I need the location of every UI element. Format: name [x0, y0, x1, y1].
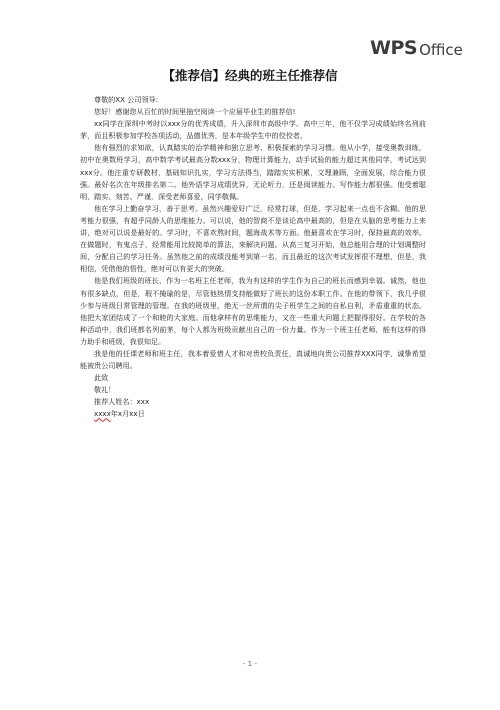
page-number: - 1 - — [243, 660, 257, 668]
logo-office-text: Office — [419, 41, 463, 59]
closing: 此致 — [94, 373, 109, 383]
greeting: 您好！感谢您从百忙的时间里抽空阅读一个应届毕业生的推荐信! — [94, 107, 296, 117]
paragraph-2: 他有强烈的求知欲，认真踏实的治学精神和独立思考、积极探索的学习习惯。他从小学，接受奥数训练，初中在奥数班学习，高中数学考试最高分数xxx分，物理计算能力，动手试验的能力超过其他同学，考试达到xxx分。他注重专研教材，基础知识扎实，学习方法得当，踏踏实实积累，文理兼顾，全面发展，综合能力很强。最好名次在年级排名第二。他外语学习成绩优异，无论听力，还是阅读能力、写作能力都很强。他受着聪明、踏实、刻苦、严谨，深受老师喜爱，同学敬佩。 — [80, 143, 426, 201]
paragraph-1: xx同学在深圳中考时以xxx分的优秀成绩，升入深圳市高级中学。高中三年，他不仅学习成绩始终名列前茅，而且积极参加学校各项活动，品德优秀，是本年级学生中的佼佼者。 — [80, 119, 426, 141]
date-line — [80, 408, 426, 420]
document-title: 【推荐信】经典的班主任推荐信 — [162, 68, 338, 83]
date-rest: 年x月xx日 — [110, 409, 145, 419]
document-body — [80, 94, 426, 421]
date-year: xxxx — [94, 409, 111, 419]
logo-wps-text: WPS — [370, 37, 418, 59]
salutation: 尊敬的XX 公司领导: — [94, 95, 159, 104]
regards: 敬礼！ — [94, 385, 116, 395]
paragraph-4: 他是我们班级的班长，作为一名班主任老师，我为有这样的学生作为自己的班长而感到幸福。诚然，他也有很多缺点，但是，瑕不掩瑜的是，尽管他热情支持能做好了班长的这份本职工作。在他的带领下，我几乎很少参与班级日常管理的管理。在我的班级里，绝无一丝所谓的尖子班学生之间的自私自利，矛盾重重的状态。他把大家团结成了一个和睦的大家庭。而他拿样有的思维能力，又在一些重大问题上把握得很好。在学校的各种活动中，我们班都名列前茅，每个人都为班级贡献出自己的一份力量。作为一个班主任老师，能有这样的得力助手和班级，我很知足。 — [80, 276, 426, 346]
paragraph-5: 我是他的任课老师和班主任，我本着爱惜人才和对贵校负责任，真诚地向贵公司推荐XXX同学，诚挚希望能被贵公司聘用。 — [80, 348, 426, 371]
wps-office-logo — [370, 37, 463, 59]
recommender-name: 推荐人姓名：xxx — [94, 397, 150, 407]
paragraph-3: 他在学习上勤奋学习，善于思考。虽然兴趣爱好广泛，经常打球，但是，学习起来一点也不含糊。他的思考能力很强，有超乎同龄人的思维能力。可以说，他的智商不是谈论高中最高的，但是在头脑的思考能力上来讲，绝对可以说是最好的。学习时，不喜欢熬时间，题海战术等方面。他最喜欢在学习时，保持最高的效率。在做题时，有鬼点子，经常能用比较简单的算法，来解决问题。从高三复习开始，他总能用合理的计划调整时间，分配自己的学习任务。虽然他之前的成绩没能考到第一名，而且最近的这次考试发挥很不理想，但是，我相信，凭借他的悟性，绝对可以有更大的突破。 — [80, 203, 426, 274]
